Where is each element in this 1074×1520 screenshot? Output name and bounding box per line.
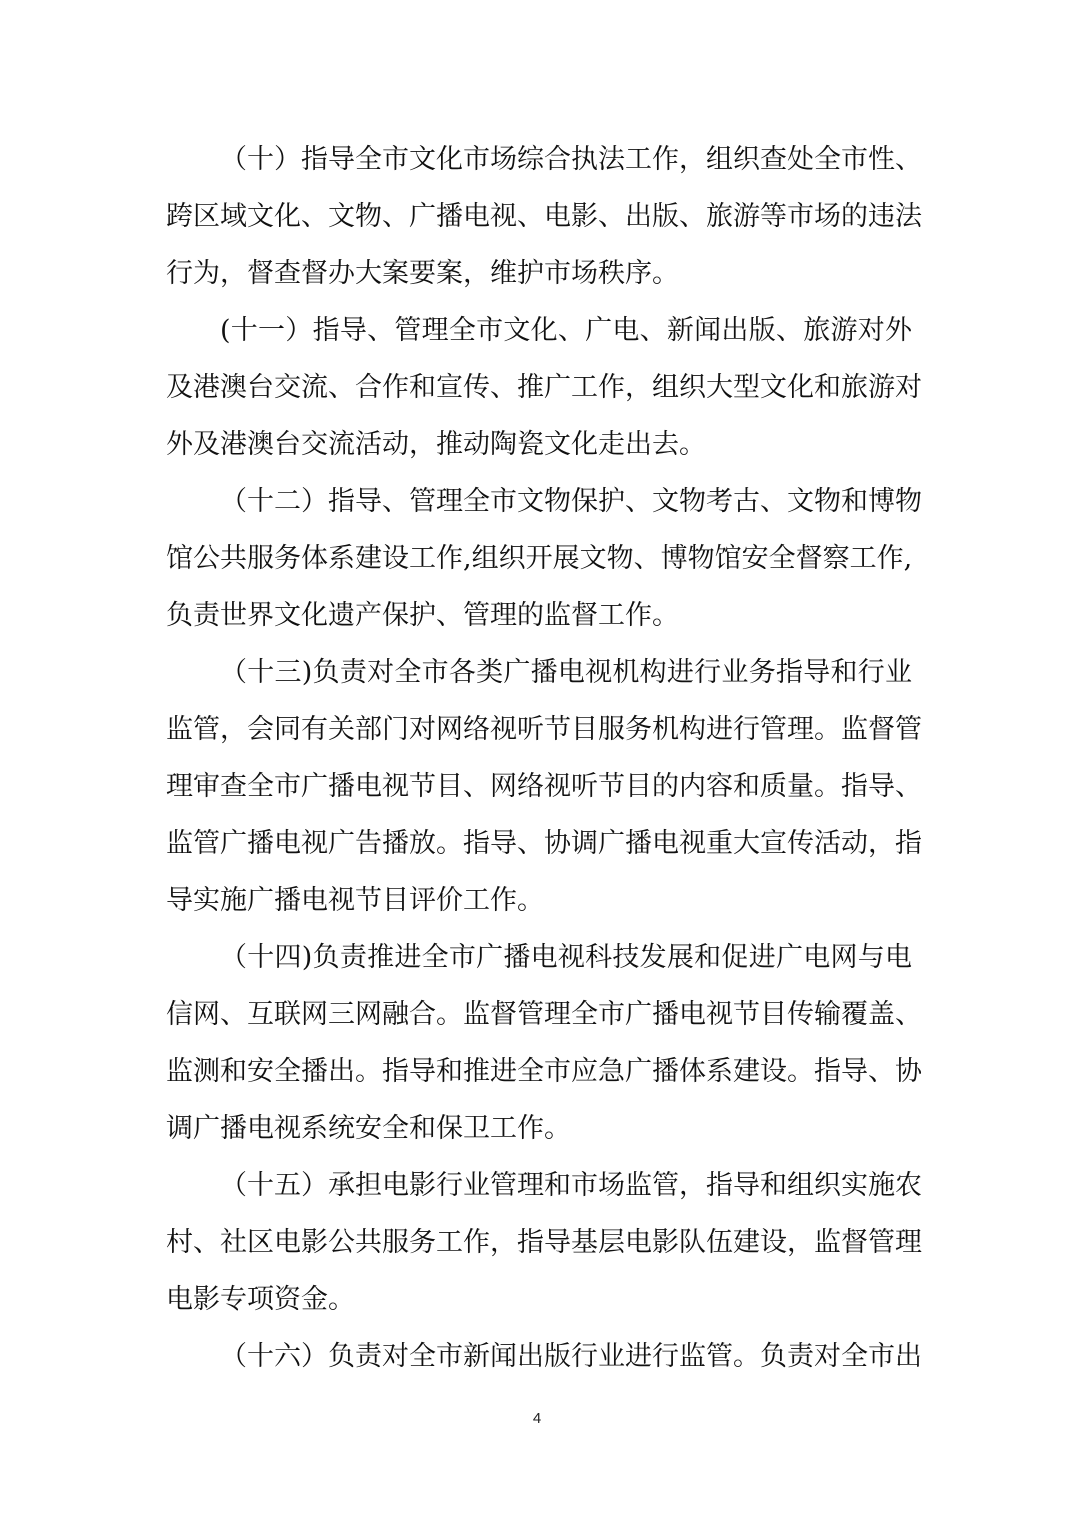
- paragraph-12-line-1: （十二）指导、管理全市文物保护、文物考古、文物和博物: [220, 486, 922, 517]
- paragraph-12-line-3: 负责世界文化遗产保护、管理的监督工作。: [166, 600, 679, 631]
- paragraph-15-line-2: 村、社区电影公共服务工作，指导基层电影队伍建设，监督管理: [166, 1227, 922, 1258]
- paragraph-10-line-3: 行为，督查督办大案要案，维护市场秩序。: [166, 258, 679, 289]
- paragraph-14-line-3: 监测和安全播出。指导和推进全市应急广播体系建设。指导、协: [166, 1056, 922, 1087]
- paragraph-15-line-3: 电影专项资金。: [166, 1284, 355, 1315]
- page-number: 4: [532, 1410, 542, 1427]
- paragraph-11-line-3: 外及港澳台交流活动，推动陶瓷文化走出去。: [166, 429, 706, 460]
- paragraph-10-line-1: （十）指导全市文化市场综合执法工作，组织查处全市性、: [220, 144, 922, 175]
- paragraph-13-line-5: 导实施广播电视节目评价工作。: [166, 885, 544, 916]
- paragraph-15-line-1: （十五）承担电影行业管理和市场监管，指导和组织实施农: [220, 1170, 922, 1201]
- paragraph-13-line-1: （十三)负责对全市各类广播电视机构进行业务指导和行业: [220, 657, 912, 688]
- paragraph-16-line-1: （十六）负责对全市新闻出版行业进行监管。负责对全市出: [220, 1341, 922, 1372]
- paragraph-13-line-3: 理审查全市广播电视节目、网络视听节目的内容和质量。指导、: [166, 771, 922, 802]
- paragraph-13-line-2: 监管，会同有关部门对网络视听节目服务机构进行管理。监督管: [166, 714, 922, 745]
- paragraph-14-line-1: （十四)负责推进全市广播电视科技发展和促进广电网与电: [220, 942, 912, 973]
- paragraph-14-line-4: 调广播电视系统安全和保卫工作。: [166, 1113, 571, 1144]
- paragraph-11-line-2: 及港澳台交流、合作和宣传、推广工作，组织大型文化和旅游对: [166, 372, 922, 403]
- paragraph-10-line-2: 跨区域文化、文物、广播电视、电影、出版、旅游等市场的违法: [166, 201, 922, 232]
- paragraph-14-line-2: 信网、互联网三网融合。监督管理全市广播电视节目传输覆盖、: [166, 999, 922, 1030]
- paragraph-12-line-2: 馆公共服务体系建设工作,组织开展文物、博物馆安全督察工作,: [166, 543, 913, 574]
- paragraph-11-line-1: (十一）指导、管理全市文化、广电、新闻出版、旅游对外: [220, 315, 912, 346]
- paragraph-13-line-4: 监管广播电视广告播放。指导、协调广播电视重大宣传活动，指: [166, 828, 922, 859]
